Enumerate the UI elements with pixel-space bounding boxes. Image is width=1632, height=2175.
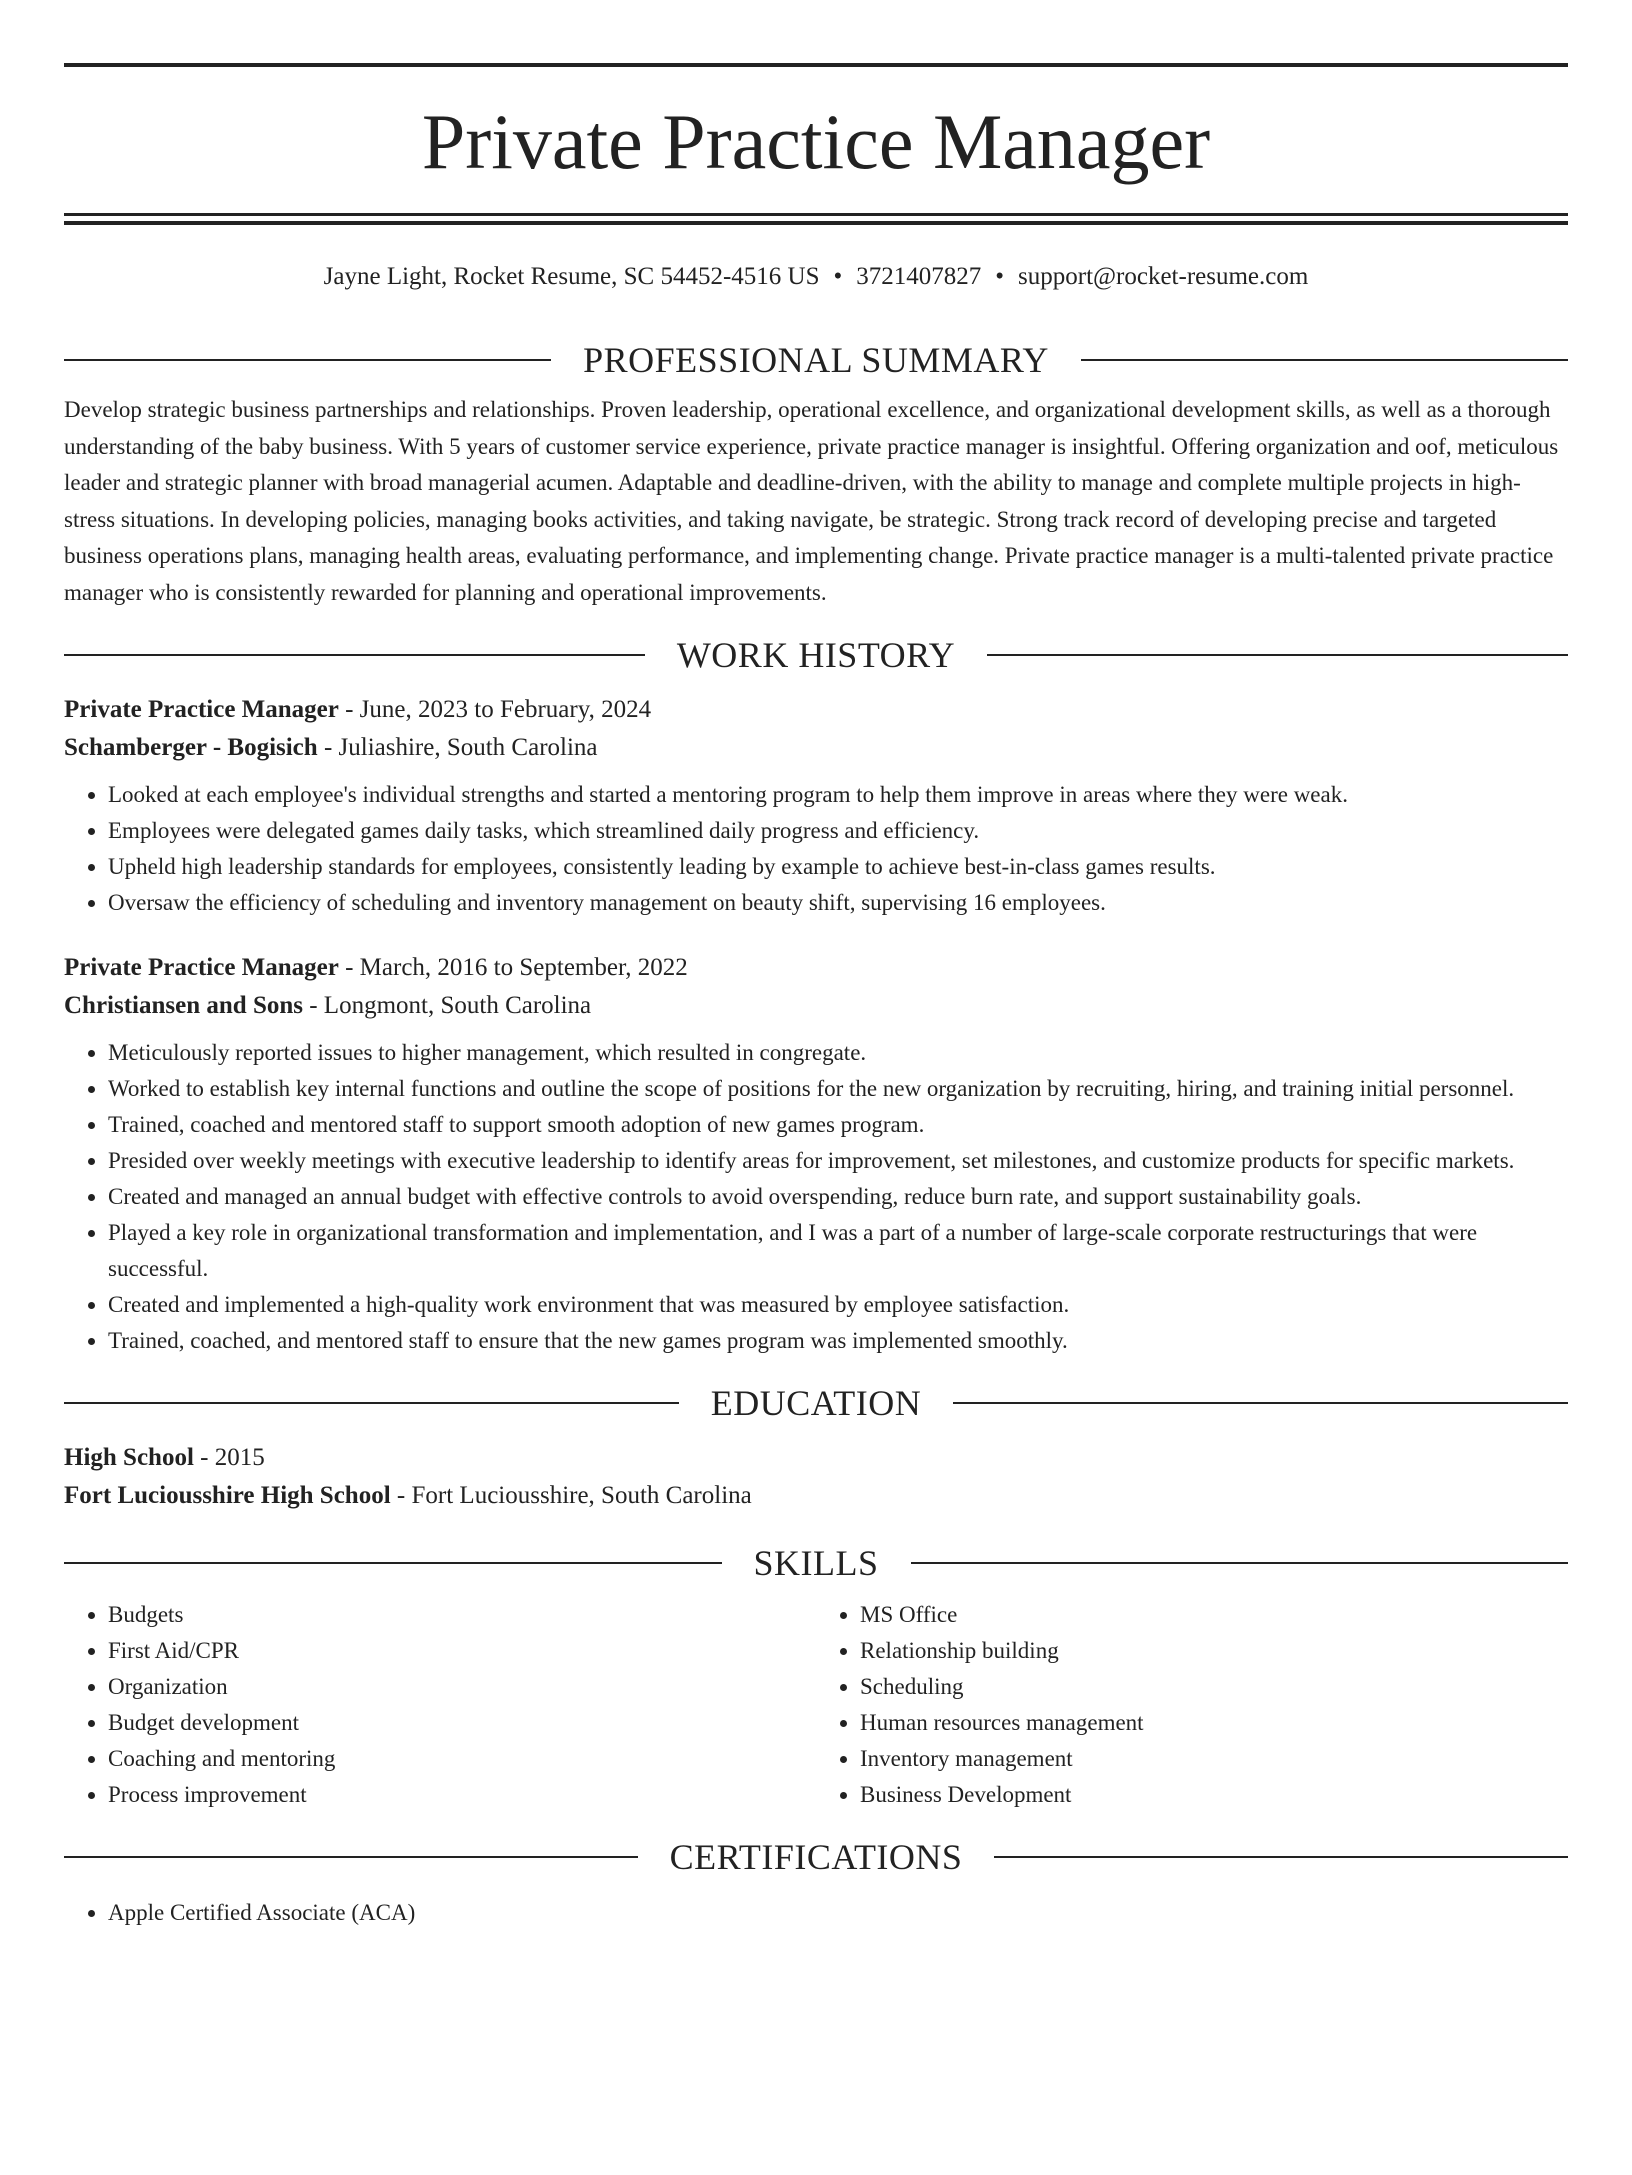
skill-item: • Process improvement <box>108 1777 816 1813</box>
skills-column-right <box>816 1597 1568 1813</box>
job-title: Private Practice Manager <box>64 954 339 981</box>
certifications-list <box>64 1895 1568 1931</box>
skill-item: • MS Office <box>860 1597 1568 1633</box>
job-bullet: • Presided over weekly meetings with executive leadership to identify areas for improvement, set milestones, and customize products for specific markets. <box>108 1143 1568 1179</box>
divider-line <box>1081 359 1568 361</box>
education-entry <box>64 1439 1568 1515</box>
top-rule <box>64 63 1568 67</box>
section-title: PROFESSIONAL SUMMARY <box>583 340 1049 380</box>
section-title: CERTIFICATIONS <box>669 1837 963 1877</box>
job-bullet: • Looked at each employee's individual strengths and started a mentoring program to help them improve in areas where they were weak. <box>108 777 1568 813</box>
education-school: Fort Luciousshire High School <box>64 1482 391 1509</box>
job-company: Christiansen and Sons <box>64 992 303 1019</box>
job-company-line <box>64 987 1568 1025</box>
skill-item: • First Aid/CPR <box>108 1633 816 1669</box>
section-title: WORK HISTORY <box>676 635 956 675</box>
contact-phone: 3721407827 <box>856 263 982 290</box>
section-header-work <box>64 631 1568 679</box>
skill-item: • Budget development <box>108 1705 816 1741</box>
work-history-list <box>64 691 1568 1359</box>
job-bullet: • Employees were delegated games daily tasks, which streamlined daily progress and efficiency. <box>108 813 1568 849</box>
job-bullet: • Upheld high leadership standards for employees, consistently leading by example to achieve best-in-class games results. <box>108 849 1568 885</box>
divider-line <box>64 359 551 361</box>
job-company: Schamberger - Bogisich <box>64 734 318 761</box>
education-degree-line <box>64 1439 1568 1477</box>
job-entry <box>64 949 1568 1359</box>
divider-line <box>987 654 1568 656</box>
title-double-rule <box>64 213 1568 225</box>
skill-item: • Scheduling <box>860 1669 1568 1705</box>
job-bullets <box>64 1035 1568 1359</box>
divider-line <box>64 1402 679 1404</box>
job-bullet: • Worked to establish key internal functions and outline the scope of positions for the new organization by recruiting, hiring, and training initial personnel. <box>108 1071 1568 1107</box>
resume-title: Private Practice Manager <box>421 98 1211 185</box>
contact-separator: • <box>995 263 1005 290</box>
job-bullet: • Trained, coached, and mentored staff to ensure that the new games program was implemented smoothly. <box>108 1323 1568 1359</box>
divider-line <box>911 1562 1569 1564</box>
job-dates: - March, 2016 to September, 2022 <box>338 954 688 981</box>
job-title-line <box>64 949 1568 987</box>
summary-text: Develop strategic business partnerships and relationships. Proven leadership, operational excellence, and organizational development skills, as well as a thorough understanding of the baby business. With 5 years of customer service experience, private practice manager is insightful. Offering organization and oof, meticulous leader and strategic planner with broad managerial acumen. Adaptable and deadline-driven, with the ability to manage and complete multiple projects in high-stress situations. In developing policies, managing books activities, and taking navigate, be strategic. Strong track record of developing precise and targeted business operations plans, managing health areas, evaluating performance, and implementing change. Private practice manager is a multi-talented private practice manager who is consistently rewarded for planning and operational improvements. <box>64 397 1559 605</box>
contact-separator: • <box>833 263 843 290</box>
skill-item: • Relationship building <box>860 1633 1568 1669</box>
contact-line <box>64 260 1568 294</box>
job-location: - Longmont, South Carolina <box>302 992 592 1019</box>
job-bullet: • Created and implemented a high-quality work environment that was measured by employee satisfaction. <box>108 1287 1568 1323</box>
section-header-summary <box>64 336 1568 384</box>
education-school-line <box>64 1477 1568 1515</box>
job-entry <box>64 691 1568 921</box>
contact-email: support@rocket-resume.com <box>1018 263 1309 290</box>
skills-column-left <box>64 1597 816 1813</box>
job-bullet: • Created and managed an annual budget with effective controls to avoid overspending, reduce burn rate, and support sustainability goals. <box>108 1179 1568 1215</box>
job-company-line <box>64 729 1568 767</box>
job-bullets <box>64 777 1568 921</box>
section-header-education <box>64 1379 1568 1427</box>
section-header-skills <box>64 1539 1568 1587</box>
education-year: - 2015 <box>193 1444 265 1471</box>
skill-item: • Organization <box>108 1669 816 1705</box>
job-dates: - June, 2023 to February, 2024 <box>338 696 652 723</box>
job-bullet: • Played a key role in organizational transformation and implementation, and I was a part of a number of large-scale corporate restructurings that were successful. <box>108 1215 1568 1287</box>
divider-line <box>953 1402 1568 1404</box>
skill-item: • Budgets <box>108 1597 816 1633</box>
section-title: SKILLS <box>753 1543 879 1583</box>
education-location: - Fort Luciousshire, South Carolina <box>390 1482 752 1509</box>
divider-line <box>994 1856 1568 1858</box>
divider-line <box>64 1856 638 1858</box>
skill-item: • Business Development <box>860 1777 1568 1813</box>
section-title: EDUCATION <box>710 1383 922 1423</box>
job-bullet: • Meticulously reported issues to higher management, which resulted in congregate. <box>108 1035 1568 1071</box>
job-bullet: • Oversaw the efficiency of scheduling and inventory management on beauty shift, supervising 16 employees. <box>108 885 1568 921</box>
job-bullet: • Trained, coached and mentored staff to support smooth adoption of new games program. <box>108 1107 1568 1143</box>
resume-page <box>0 63 1632 2175</box>
skill-item: • Inventory management <box>860 1741 1568 1777</box>
contact-address: Jayne Light, Rocket Resume, SC 54452-4516 US <box>323 263 820 290</box>
divider-line <box>64 654 645 656</box>
skill-item: • Coaching and mentoring <box>108 1741 816 1777</box>
job-location: - Juliashire, South Carolina <box>317 734 598 761</box>
education-degree: High School <box>64 1444 194 1471</box>
skill-item: • Human resources management <box>860 1705 1568 1741</box>
section-header-certifications <box>64 1833 1568 1881</box>
skills-grid <box>64 1597 1568 1813</box>
divider-line <box>64 1562 722 1564</box>
certification-item: • Apple Certified Associate (ACA) <box>108 1895 1568 1931</box>
job-title-line <box>64 691 1568 729</box>
job-title: Private Practice Manager <box>64 696 339 723</box>
